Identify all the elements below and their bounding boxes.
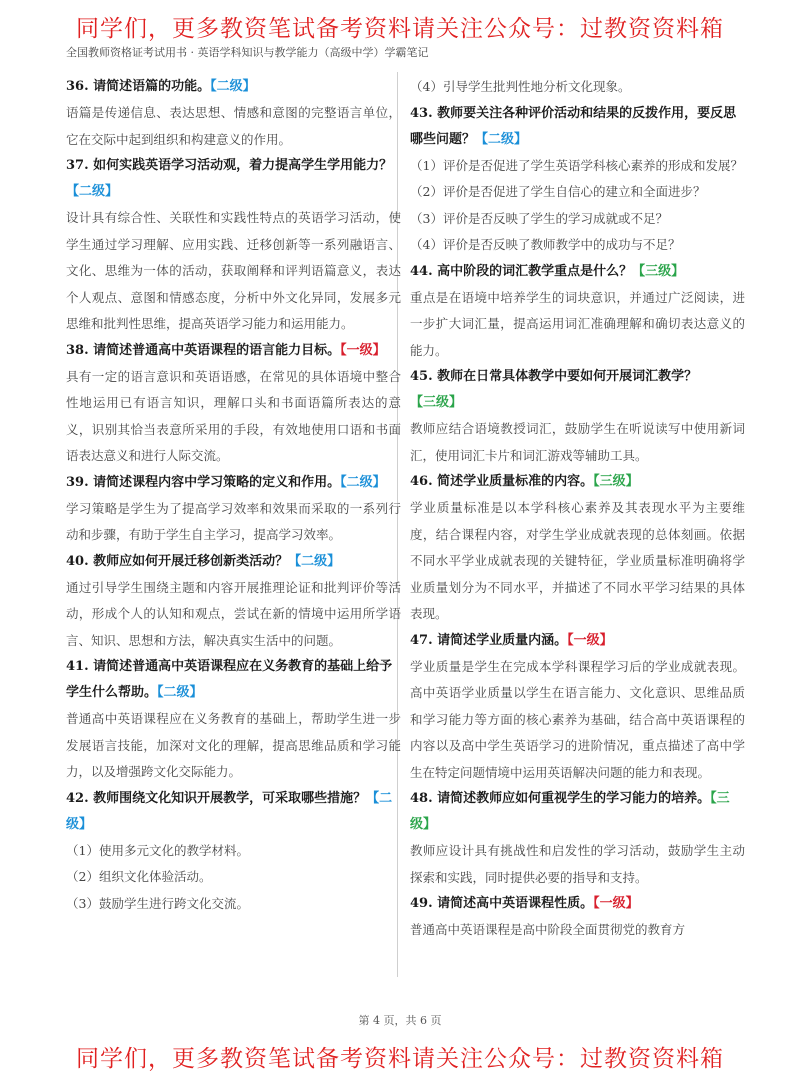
question-text: 39. 请简述课程内容中学习策略的定义和作用。 [66, 474, 341, 490]
level-badge: 【一级】 [567, 632, 613, 648]
question-text: 44. 高中阶段的词汇教学重点是什么？ [410, 263, 633, 279]
question-47 [410, 628, 745, 654]
question-37 [66, 153, 401, 205]
question-text: 47. 请简述学业质量内涵。 [410, 632, 568, 648]
answer-36: 语篇是传递信息、表达思想、情感和意图的完整语言单位，它在交际中起到组织和构建意义的作用。 [66, 105, 401, 147]
question-text: 38. 请简述普通高中英语课程的语言能力目标。 [66, 342, 341, 358]
level-badge: 【二级】 [210, 79, 256, 94]
question-40 [66, 549, 401, 575]
level-badge: 【二级】 [66, 790, 393, 832]
level-badge: 【二级】 [288, 553, 341, 569]
promo-banner-bottom: 同学们，更多教资笔试备考资料请关注公众号：过教资资料箱 [76, 1046, 724, 1072]
answer-41: 普通高中英语课程应在义务教育的基础上，帮助学生进一步发展语言技能，加深对文化的理解，提高思维品质和学习能力，以及增强跨文化交际能力。 [66, 711, 401, 779]
question-text: 46. 简述学业质量标准的内容。 [410, 474, 594, 489]
list-item: （2）组织文化体验活动。 [66, 869, 212, 884]
list-item: （2）评价是否促进了学生自信心的建立和全面进步？ [410, 184, 706, 199]
level-badge: 【三级】 [632, 263, 685, 279]
answer-47: 学业质量是学生在完成本学科课程学习后的学业成就表现。高中英语学业质量以学生在语言能力、文化意识、思维品质和学习能力等方面的核心素养为基础，结合高中英语课程的内容以及高中学生英语学习的进阶情况，重点描述了高中学生在特定问题情境中运用英语解决问题的能力和表现。 [410, 658, 745, 780]
question-39 [66, 470, 401, 496]
left-column [66, 74, 401, 917]
book-subtitle: 全国教师资格证考试用书 · 英语学科知识与教学能力（高级中学）学霸笔记 [66, 46, 429, 59]
question-text: 37. 如何实践英语学习活动观，着力提高学生学用能力？ [66, 158, 393, 173]
answer-46: 学业质量标准是以本学科核心素养及其表现水平为主要维度，结合课程内容，对学生学业成就表现的总体刻画。依据不同水平学业成就表现的关键特征，学业质量标准明确将学业质量划分为不同水平，并描述了不同水平学习结果的具体表现。 [410, 500, 745, 621]
answer-40: 通过引导学生围绕主题和内容开展推理论证和批判评价等活动，形成个人的认知和观点，尝试在新的情境中运用所学语言、知识、思想和方法，解决真实生活中的问题。 [66, 579, 401, 648]
list-item: （4）评价是否反映了教师教学中的成功与不足？ [410, 237, 681, 252]
question-36 [66, 74, 401, 100]
list-item: （3）评价是否反映了学生的学习成就或不足？ [410, 210, 668, 226]
answer-39: 学习策略是学生为了提高学习效率和效果而采取的一系列行动和步骤，有助于学生自主学习，提高学习效率。 [66, 500, 401, 542]
question-49 [410, 891, 745, 917]
level-badge: 【一级】 [593, 896, 639, 911]
answer-45: 教师应结合语境教授词汇，鼓励学生在听说读写中使用新词汇，使用词汇卡片和词汇游戏等辅助工具。 [410, 421, 745, 463]
question-45 [410, 364, 745, 416]
list-item: （1）使用多元文化的教学材料。 [66, 842, 249, 858]
question-text: 42. 教师围绕文化知识开展教学，可采取哪些措施？ [66, 790, 367, 806]
level-badge: 【二级】 [340, 474, 386, 490]
level-badge: 【二级】 [475, 131, 528, 147]
question-38 [66, 338, 401, 364]
list-item: （3）鼓励学生进行跨文化交流。 [66, 895, 249, 911]
promo-banner-top: 同学们，更多教资笔试备考资料请关注公众号：过教资资料箱 [76, 16, 724, 42]
question-48 [410, 786, 745, 838]
question-text: 40. 教师应如何开展迁移创新类活动？ [66, 553, 289, 569]
answer-37: 设计具有综合性、关联性和实践性特点的英语学习活动，使学生通过学习理解、应用实践、迁移创新等一系列融语言、文化、思维为一体的活动，获取阐释和评判语篇意义，表达个人观点、意图和情感态度，分析中外文化异同，发展多元思维和批判性思维，提高英语学习能力和运用能力。 [66, 210, 401, 331]
level-badge: 【二级】 [157, 685, 203, 700]
level-badge: 【三级】 [593, 474, 639, 489]
list-item: （1）评价是否促进了学生英语学科核心素养的形成和发展？ [410, 157, 743, 173]
level-badge: 【三级】 [410, 395, 463, 410]
answer-38: 具有一定的语言意识和英语语感，在常见的具体语境中整合性地运用已有语言知识，理解口头和书面语篇所表达的意义，识别其恰当表意所采用的手段，有效地使用口语和书面语表达意义和进行人际交流。 [66, 368, 401, 463]
question-42 [66, 786, 401, 838]
right-column [410, 74, 745, 944]
level-badge: 【二级】 [66, 184, 119, 199]
question-41 [66, 654, 401, 706]
level-badge: 【三级】 [410, 791, 730, 832]
list-item: （4）引导学生批判性地分析文化现象。 [410, 79, 631, 94]
answer-48: 教师应设计具有挑战性和启发性的学习活动，鼓励学生主动探索和实践，同时提供必要的指导和支持。 [410, 843, 745, 885]
question-44 [410, 259, 745, 285]
question-46 [410, 469, 745, 495]
question-text: 41. 请简述普通高中英语课程应在义务教育的基础上给予学生什么帮助。 [66, 659, 393, 700]
question-text: 49. 请简述高中英语课程性质。 [410, 896, 594, 911]
page-number: 第 4 页，共 6 页 [358, 1014, 442, 1027]
answer-44: 重点是在语境中培养学生的词块意识，并通过广泛阅读，进一步扩大词汇量，提高运用词汇准确理解和确切表达意义的能力。 [410, 289, 745, 358]
question-text: 48. 请简述教师应如何重视学生的学习能力的培养。 [410, 791, 711, 806]
answer-49: 普通高中英语课程是高中阶段全面贯彻党的教育方 [410, 922, 686, 937]
question-text: 43. 教师要关注各种评价活动和结果的反拨作用，要反思哪些问题？ [410, 105, 737, 147]
question-text: 36. 请简述语篇的功能。 [66, 79, 211, 94]
level-badge: 【一级】 [340, 342, 386, 358]
question-text: 45. 教师在日常具体教学中要如何开展词汇教学？ [410, 369, 698, 384]
question-43 [410, 101, 745, 153]
